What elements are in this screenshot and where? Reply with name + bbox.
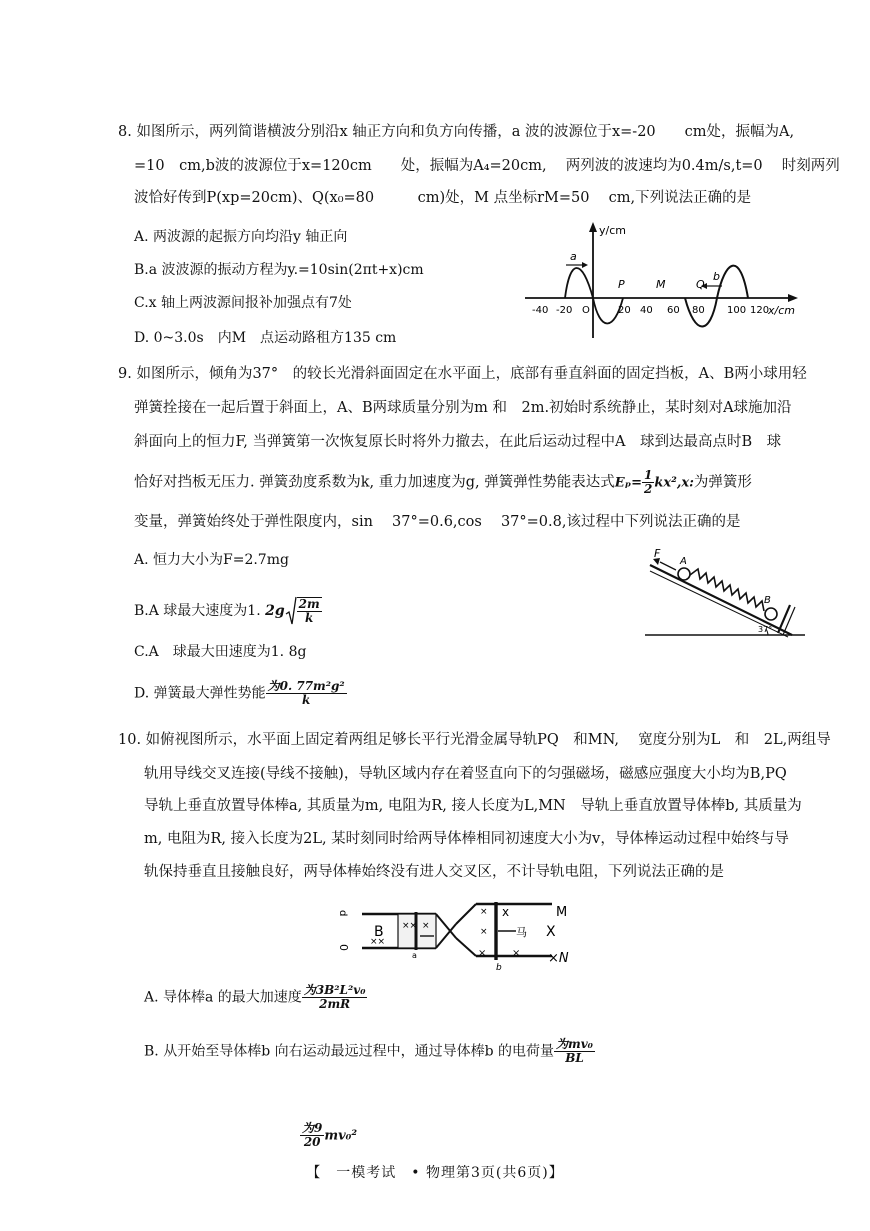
q9-option-c: C.A 球最大田速度为1. 8g [134, 644, 307, 660]
tick-20: 20 [618, 305, 631, 316]
q10-line-1: 10. 如俯视图所示，水平面上固定着两组足够长平行光滑金属导轨PQ 和MN, 宽度分别为L 和 2L,两组导 [118, 732, 831, 748]
point-m-label: M [656, 278, 666, 291]
tick-100: 100 [727, 305, 747, 316]
q8-option-c: C.x 轴上两波源间报补加强点有7处 [134, 295, 352, 311]
field-mark: × [422, 921, 430, 931]
q10-line-2: 轨用导线交叉连接(导线不接触)，导轨区域内存在着竖直向下的匀强磁场，磁感应强度大小均为B,PQ [144, 766, 787, 782]
ball-a [678, 568, 690, 580]
q10-line-3: 导轨上垂直放置导体棒a, 其质量为m, 电阻为R, 接人长度为L,MN 导轨上垂直放置导体棒b, 其质量为 [144, 798, 802, 814]
label-b-field: B [374, 924, 384, 940]
frac-num: 为3B²L²v₀ [303, 983, 366, 997]
ball-b [765, 608, 777, 620]
wave-a [565, 268, 623, 324]
q9-option-b-coef: 2g [265, 603, 285, 619]
q9-option-d [134, 680, 347, 707]
wave-a-label: a [570, 250, 577, 263]
energy-formula-lhs: Eₚ= [614, 475, 643, 491]
label-n: ×N [548, 951, 569, 966]
label-b: B [764, 595, 771, 606]
frac-num: 2m [298, 597, 320, 611]
q9-line-4-text: 恰好对挡板无压力. 弹簧劲度系数为k, 重力加速度为g, 弹簧弹性势能表达式 [134, 474, 615, 491]
field-mark: × [478, 948, 487, 959]
field-mark: ×× [370, 937, 386, 947]
q8-wave-figure [520, 220, 810, 340]
tick-neg20: -20 [556, 305, 573, 316]
q8-option-a: A. 两波源的起振方向均沿y 轴正向 [134, 229, 348, 245]
label-ma: 马 [516, 926, 527, 939]
q10-rail-figure [337, 898, 590, 973]
wire-to-m [456, 904, 476, 924]
tick-40: 40 [640, 305, 653, 316]
page-footer: 【 一模考试 • 物理第3页(共6页)】 [306, 1165, 564, 1181]
wave-a-arrowhead [582, 262, 588, 268]
q10-option-b-fraction [554, 1038, 595, 1065]
wire-to-n [456, 938, 476, 956]
label-a: A [680, 556, 687, 567]
wave-b-label: b [713, 270, 720, 283]
q9-line-1: 9. 如图所示，倾角为37° 的较长光滑斜面固定在水平面上，底部有垂直斜面的固定挡板，A、B两小球用轻 [118, 366, 807, 382]
field-mark: × [480, 927, 488, 937]
q9-line-4 [134, 469, 752, 496]
frac-den: k [305, 611, 314, 625]
q10-option-a-text: A. 导体棒a 的最大加速度 [144, 989, 302, 1006]
cross-wire-1 [436, 914, 456, 938]
label-f: F [654, 547, 661, 560]
x-axis-label: x/cm [768, 304, 795, 317]
q10-option-c-rhs: mv₀² [324, 1128, 358, 1144]
frac-den: BL [565, 1051, 584, 1065]
q8-line-1: 8. 如图所示，两列简谐横波分别沿x 轴正方向和负方向传播，a 波的波源位于x=-20 cm处，振幅为A, [118, 124, 795, 140]
point-p-label: P [618, 278, 625, 291]
force-arrow [660, 562, 676, 570]
stop-plate-edge [783, 607, 795, 635]
q10-option-b-text: B. 从开始至导体棒b 向右运动最远过程中，通过导体棒b 的电荷量 [144, 1043, 555, 1060]
frac-num: 为9 [302, 1121, 323, 1135]
sqrt-sign [285, 596, 297, 626]
q9-option-d-text: D. 弹簧最大弹性势能 [134, 685, 266, 702]
q10-option-c-fraction [300, 1122, 324, 1149]
x-axis-arrow [788, 294, 798, 302]
q10-line-4: m, 电阻为R, 接入长度为2L, 某时刻同时给两导体棒相同初速度大小为v，导体棒运动过程中始终与导 [144, 831, 789, 847]
energy-formula-fraction [642, 469, 654, 496]
q9-line-2: 弹簧拴接在一起后置于斜面上，A、B两球质量分别为m 和 2m.初始时系统静止，某时刻对A球施加沿 [134, 400, 792, 416]
tick-80: 80 [692, 305, 705, 316]
field-mark: × [512, 948, 521, 959]
label-b-rod: b [496, 963, 502, 973]
q9-option-b [134, 596, 322, 626]
q10-option-a-fraction [302, 984, 368, 1011]
frac-den: 2 [644, 482, 653, 496]
frac-num: 为mv₀ [556, 1037, 593, 1051]
frac-num: 为0. 77m²g² [267, 679, 345, 693]
q9-line-5: 变量，弹簧始终处于弹性限度内，sin 37°=0.6,cos 37°=0.8,该过程中下列说法正确的是 [134, 514, 741, 530]
label-angle: 37° [758, 625, 773, 634]
label-m: M [556, 905, 568, 920]
tick-60: 60 [667, 305, 680, 316]
q8-option-d: D. 0~3.0s 内M 点运动路租方135 cm [134, 330, 397, 346]
q9-line-3: 斜面向上的恒力F, 当弹簧第一次恢复原长时将外力撤去，在此后运动过程中A 球到达最高点时B 球 [134, 434, 782, 450]
frac-den: 20 [303, 1135, 321, 1149]
label-q: 0 [337, 944, 350, 951]
q10-option-c-fragment [300, 1122, 357, 1149]
q10-line-5: 轨保持垂直且接触良好，两导体棒始终没有进人交叉区，不计导轨电阻，下列说法正确的是 [144, 864, 724, 880]
q9-option-b-text: B.A 球最大速度为1. [134, 603, 261, 619]
field-mark: × [480, 907, 488, 917]
cross-wire-2 [436, 924, 456, 948]
label-x-small: x [502, 905, 510, 919]
label-p: d [337, 910, 348, 917]
y-axis-label: y/cm [599, 224, 626, 237]
q10-option-b [144, 1038, 595, 1065]
stop-plate [778, 605, 790, 633]
q9-incline-figure [640, 545, 810, 640]
field-mark: ×× [402, 921, 418, 931]
q9-option-a: A. 恒力大小为F=2.7mg [134, 552, 289, 568]
label-a-rod: a [412, 951, 417, 960]
q8-line-3: 波恰好传到P(xp=20cm)、Q(x₀=80 cm)处，M 点坐标rM=50 cm,下列说法正确的是 [134, 190, 752, 206]
q9-option-b-fraction [297, 597, 322, 625]
frac-den: 2mR [319, 997, 351, 1011]
y-axis-arrow [589, 222, 597, 232]
q9-option-d-fraction [266, 680, 347, 707]
q9-line-4-end: 为弹簧形 [693, 474, 752, 491]
label-x-large: X [546, 924, 556, 940]
q10-option-a [144, 984, 367, 1011]
point-q-label: Q [696, 278, 705, 291]
frac-den: k [301, 693, 311, 707]
tick-120: 120 [750, 305, 770, 316]
frac-num: 1 [644, 468, 653, 482]
origin-label: O [582, 305, 590, 316]
q8-option-b: B.a 波波源的振动方程为y.=10sin(2πt+x)cm [134, 262, 424, 278]
energy-formula-rhs: kx²,x: [654, 475, 694, 491]
q8-line-2: =10 cm,b波的波源位于x=120cm 处，振幅为A₄=20cm, 两列波的波速均为0.4m/s,t=0 时刻两列 [134, 158, 840, 174]
tick-neg40: -40 [532, 305, 549, 316]
